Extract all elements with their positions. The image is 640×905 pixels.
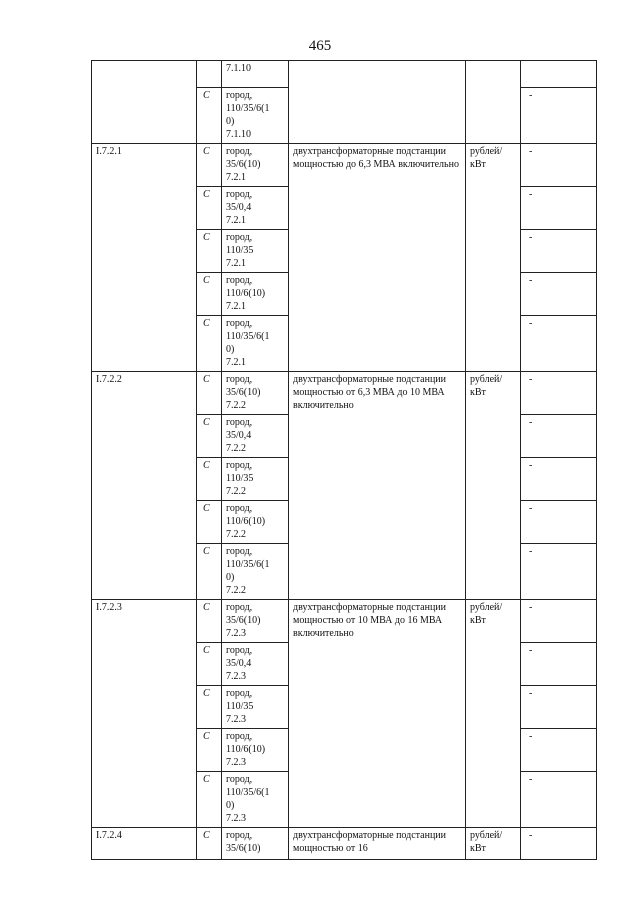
name-cell bbox=[222, 458, 289, 501]
name-cell-text: город, 35/0,4 7.2.1 bbox=[226, 189, 253, 226]
tag-cell bbox=[197, 828, 222, 860]
tag-cell-text: С bbox=[203, 146, 210, 157]
value-cell bbox=[521, 372, 597, 415]
value-cell bbox=[521, 600, 597, 643]
value-cell bbox=[521, 772, 597, 828]
value-cell bbox=[521, 415, 597, 458]
description-cell-text: двухтрансформаторные подстанции мощностью до 6,3 МВА включительно bbox=[293, 146, 459, 170]
name-cell bbox=[222, 273, 289, 316]
value-cell bbox=[521, 458, 597, 501]
code-cell-text: I.7.2.2 bbox=[96, 374, 122, 385]
tag-cell bbox=[197, 273, 222, 316]
description-cell bbox=[289, 61, 466, 144]
description-cell-text: двухтрансформаторные подстанции мощностью от 10 МВА до 16 МВА включительно bbox=[293, 602, 447, 639]
name-cell-text: город, 110/6(10) 7.2.1 bbox=[226, 275, 266, 312]
tag-cell-text: С bbox=[203, 546, 210, 557]
tag-cell bbox=[197, 372, 222, 415]
tag-cell bbox=[197, 600, 222, 643]
tag-cell-text: С bbox=[203, 318, 210, 329]
name-cell bbox=[222, 729, 289, 772]
value-cell-text: - bbox=[529, 318, 533, 329]
unit-cell-text: рублей/ кВт bbox=[470, 830, 503, 854]
value-cell bbox=[521, 144, 597, 187]
description-cell bbox=[289, 372, 466, 600]
name-cell bbox=[222, 144, 289, 187]
value-cell bbox=[521, 828, 597, 860]
value-cell bbox=[521, 273, 597, 316]
value-cell bbox=[521, 61, 597, 88]
name-cell-text: город, 35/0,4 7.2.2 bbox=[226, 417, 253, 454]
tag-cell bbox=[197, 61, 222, 88]
name-cell-text: город, 35/6(10) bbox=[226, 830, 261, 854]
tag-cell bbox=[197, 230, 222, 273]
value-cell bbox=[521, 729, 597, 772]
tag-cell bbox=[197, 643, 222, 686]
tag-cell-text: С bbox=[203, 645, 210, 656]
value-cell-text: - bbox=[529, 503, 533, 514]
value-cell-text: - bbox=[529, 232, 533, 243]
name-cell-text: 7.1.10 bbox=[226, 63, 251, 74]
name-cell-text: город, 110/35 7.2.3 bbox=[226, 688, 254, 725]
code-cell bbox=[92, 828, 197, 860]
name-cell-text: город, 110/35/6(1 0) 7.2.3 bbox=[226, 774, 270, 824]
code-cell bbox=[92, 61, 197, 144]
name-cell bbox=[222, 643, 289, 686]
unit-cell-text: рублей/ кВт bbox=[470, 146, 503, 170]
value-cell bbox=[521, 88, 597, 144]
tag-cell-text: С bbox=[203, 189, 210, 200]
table-row bbox=[92, 61, 597, 88]
tag-cell-text: С bbox=[203, 90, 210, 101]
name-cell-text: город, 110/35 7.2.1 bbox=[226, 232, 254, 269]
value-cell bbox=[521, 643, 597, 686]
unit-cell bbox=[466, 61, 521, 144]
value-cell bbox=[521, 316, 597, 372]
unit-cell bbox=[466, 828, 521, 860]
tag-cell-text: С bbox=[203, 417, 210, 428]
table-row bbox=[92, 828, 597, 860]
name-cell bbox=[222, 415, 289, 458]
code-cell bbox=[92, 372, 197, 600]
unit-cell bbox=[466, 600, 521, 828]
description-cell bbox=[289, 600, 466, 828]
tariff-table bbox=[91, 60, 597, 860]
tag-cell bbox=[197, 316, 222, 372]
tag-cell bbox=[197, 686, 222, 729]
value-cell bbox=[521, 686, 597, 729]
description-cell bbox=[289, 144, 466, 372]
tag-cell bbox=[197, 88, 222, 144]
name-cell bbox=[222, 501, 289, 544]
value-cell-text: - bbox=[529, 645, 533, 656]
code-cell bbox=[92, 600, 197, 828]
tag-cell-text: С bbox=[203, 602, 210, 613]
tag-cell-text: С bbox=[203, 232, 210, 243]
tag-cell-text: С bbox=[203, 374, 210, 385]
name-cell bbox=[222, 316, 289, 372]
table-row bbox=[92, 372, 597, 415]
value-cell-text: - bbox=[529, 460, 533, 471]
value-cell bbox=[521, 230, 597, 273]
code-cell-text: I.7.2.4 bbox=[96, 830, 122, 841]
code-cell-text: I.7.2.3 bbox=[96, 602, 122, 613]
value-cell-text: - bbox=[529, 374, 533, 385]
name-cell bbox=[222, 686, 289, 729]
page-number: 465 bbox=[308, 38, 332, 54]
value-cell-text: - bbox=[529, 688, 533, 699]
value-cell bbox=[521, 544, 597, 600]
tag-cell-text: С bbox=[203, 688, 210, 699]
value-cell bbox=[521, 187, 597, 230]
name-cell bbox=[222, 372, 289, 415]
tag-cell bbox=[197, 187, 222, 230]
value-cell-text: - bbox=[529, 275, 533, 286]
value-cell-text: - bbox=[529, 90, 533, 101]
tag-cell bbox=[197, 458, 222, 501]
unit-cell bbox=[466, 372, 521, 600]
value-cell-text: - bbox=[529, 417, 533, 428]
tag-cell-text: С bbox=[203, 830, 210, 841]
name-cell bbox=[222, 828, 289, 860]
name-cell bbox=[222, 544, 289, 600]
name-cell-text: город, 110/35 7.2.2 bbox=[226, 460, 254, 497]
value-cell-text: - bbox=[529, 774, 533, 785]
tag-cell bbox=[197, 544, 222, 600]
tag-cell-text: С bbox=[203, 460, 210, 471]
value-cell-text: - bbox=[529, 146, 533, 157]
tag-cell bbox=[197, 729, 222, 772]
name-cell-text: город, 35/6(10) 7.2.3 bbox=[226, 602, 261, 639]
name-cell bbox=[222, 772, 289, 828]
value-cell-text: - bbox=[529, 546, 533, 557]
tag-cell bbox=[197, 772, 222, 828]
name-cell bbox=[222, 61, 289, 88]
description-cell bbox=[289, 828, 466, 860]
name-cell-text: город, 110/35/6(1 0) 7.2.2 bbox=[226, 546, 270, 596]
unit-cell bbox=[466, 144, 521, 372]
name-cell-text: город, 110/35/6(1 0) 7.2.1 bbox=[226, 318, 270, 368]
table-row bbox=[92, 600, 597, 643]
name-cell-text: город, 110/35/6(1 0) 7.1.10 bbox=[226, 90, 270, 140]
unit-cell-text: рублей/ кВт bbox=[470, 602, 503, 626]
name-cell bbox=[222, 600, 289, 643]
tariff-table-body bbox=[92, 61, 597, 860]
tag-cell-text: С bbox=[203, 774, 210, 785]
name-cell bbox=[222, 230, 289, 273]
name-cell-text: город, 35/6(10) 7.2.1 bbox=[226, 146, 261, 183]
description-cell-text: двухтрансформаторные подстанции мощностью от 16 bbox=[293, 830, 447, 854]
tag-cell-text: С bbox=[203, 731, 210, 742]
name-cell-text: город, 35/0,4 7.2.3 bbox=[226, 645, 253, 682]
table-row bbox=[92, 144, 597, 187]
value-cell-text: - bbox=[529, 731, 533, 742]
tag-cell bbox=[197, 415, 222, 458]
name-cell bbox=[222, 88, 289, 144]
value-cell bbox=[521, 501, 597, 544]
description-cell-text: двухтрансформаторные подстанции мощностью от 6,3 МВА до 10 МВА включительно bbox=[293, 374, 447, 411]
name-cell bbox=[222, 187, 289, 230]
name-cell-text: город, 110/6(10) 7.2.3 bbox=[226, 731, 266, 768]
unit-cell-text: рублей/ кВт bbox=[470, 374, 503, 398]
tag-cell-text: С bbox=[203, 275, 210, 286]
name-cell-text: город, 110/6(10) 7.2.2 bbox=[226, 503, 266, 540]
code-cell-text: I.7.2.1 bbox=[96, 146, 122, 157]
value-cell-text: - bbox=[529, 602, 533, 613]
value-cell-text: - bbox=[529, 189, 533, 200]
value-cell-text: - bbox=[529, 830, 533, 841]
tag-cell-text: С bbox=[203, 503, 210, 514]
name-cell-text: город, 35/6(10) 7.2.2 bbox=[226, 374, 261, 411]
tag-cell bbox=[197, 501, 222, 544]
tag-cell bbox=[197, 144, 222, 187]
code-cell bbox=[92, 144, 197, 372]
